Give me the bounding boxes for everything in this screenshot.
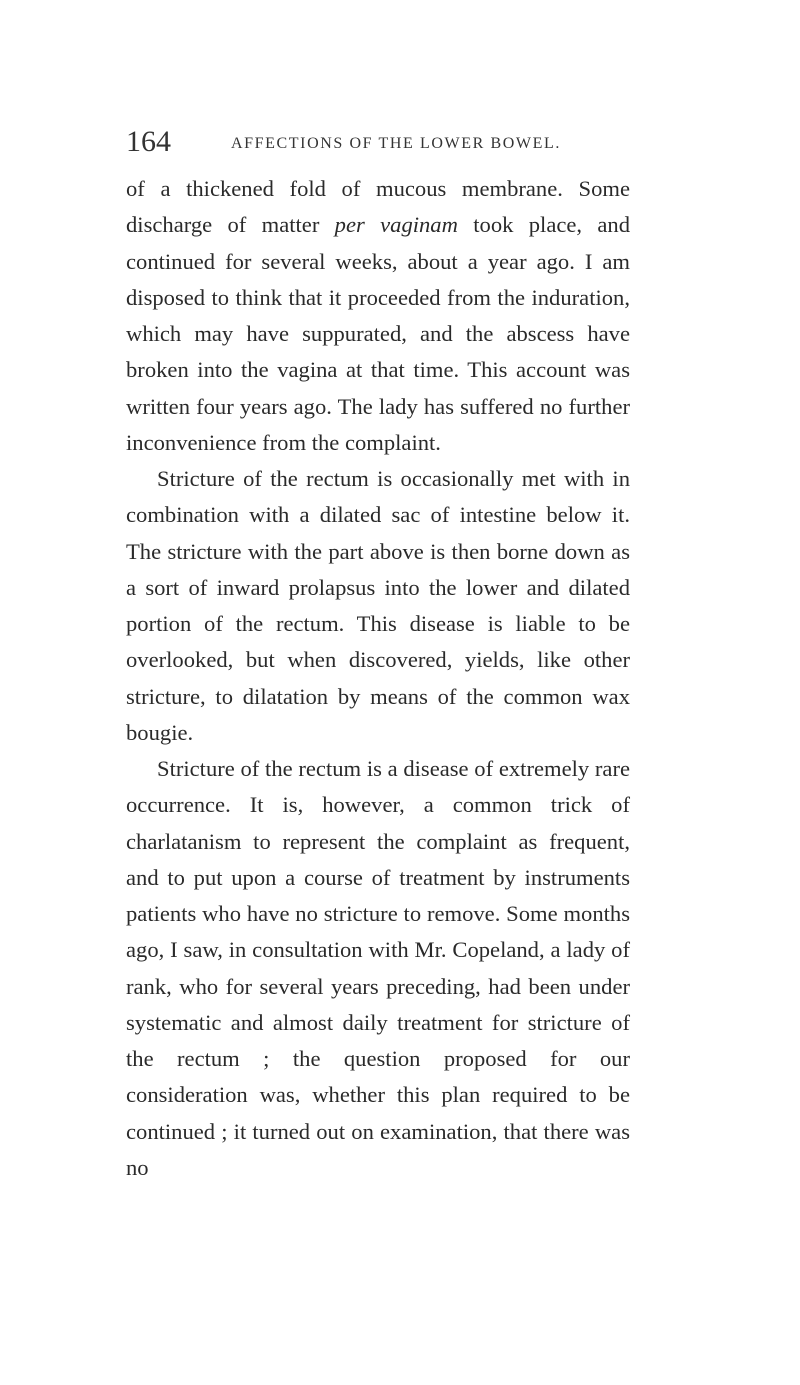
running-title: AFFECTIONS OF THE LOWER BOWEL. xyxy=(231,135,561,152)
body-text xyxy=(126,171,630,1186)
running-head xyxy=(126,124,646,164)
paragraph-text: took place, and continued for several weeks, about a year ago. I am disposed to think that it proceeded from the induration, which may have suppurated, and the abscess have broken into the vagina at that time. This account was written four years ago. The lady has suffered no further inconvenience from the complaint. xyxy=(126,212,631,455)
paragraph: Stricture of the rectum is occasionally met with in combination with a dilated sac of intestine below it. The stricture with the part above is then borne down as a sort of inward prolapsus into the lower and dilated portion of the rectum. This disease is liable to be overlooked, but when discovered, yields, like other stricture, to dilatation by means of the common wax bougie. xyxy=(126,466,630,745)
paragraph: Stricture of the rectum is a disease of extremely rare occurrence. It is, however, a common trick of charlatanism to represent the complaint as frequent, and to put upon a course of treatment by instruments patients who have no stricture to remove. Some months ago, I saw, in consultation with Mr. Copeland, a lady of rank, who for several years preceding, had been under systematic and almost daily treatment for stricture of the rectum ; the question proposed for our consideration was, whether this plan required to be continued ; it turned out on examination, that there was no xyxy=(126,756,630,1180)
paragraph-text: of a thickened fold of mucous membrane. Some discharge of matter xyxy=(126,176,630,238)
paragraph-continuation xyxy=(126,171,630,461)
page-number: 164 xyxy=(126,125,171,158)
italic-phrase: per vaginam xyxy=(334,212,458,238)
